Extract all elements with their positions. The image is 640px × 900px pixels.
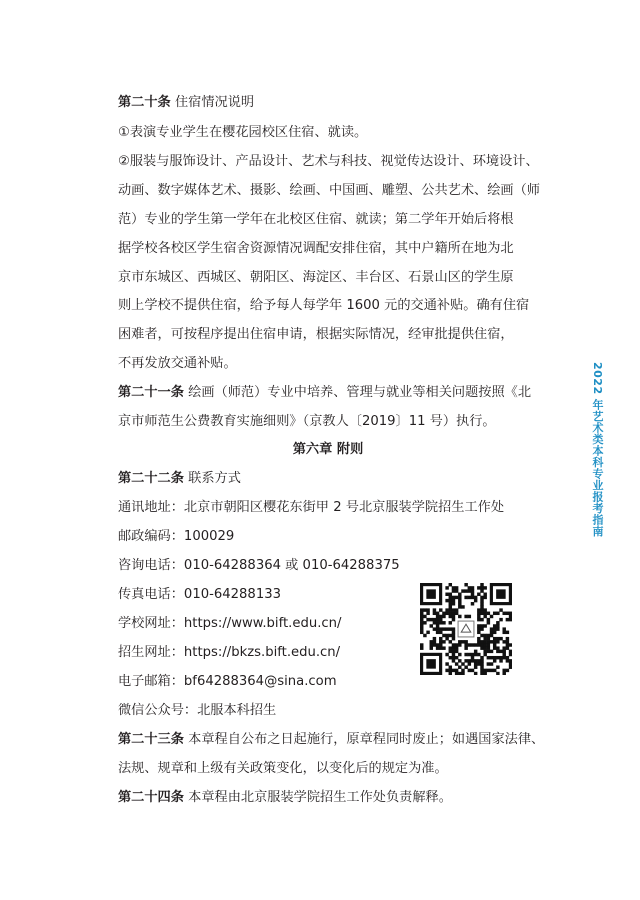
contact-fax: 传真电话：010-64288133 — [118, 587, 281, 602]
article-heading-text: 住宿情况说明 — [170, 95, 255, 110]
article-heading-text: 联系方式 — [183, 471, 241, 486]
text-line: ②服装与服饰设计、产品设计、艺术与科技、视觉传达设计、环境设计、 — [118, 154, 539, 169]
article-label: 第二十四条 — [118, 790, 184, 805]
article-24 — [118, 789, 452, 807]
contact-admissions-website[interactable]: 招生网址：https://bkzs.bift.edu.cn/ — [118, 645, 341, 660]
contact-school-website[interactable]: 学校网址：https://www.bift.edu.cn/ — [118, 616, 342, 631]
contact-address: 通讯地址：北京市朝阳区樱花东街甲 2 号北京服装学院招生工作处 — [118, 500, 505, 515]
contact-wechat: 微信公众号：北服本科招生 — [118, 703, 277, 718]
article-23 — [118, 731, 544, 749]
text-line: 据学校各校区学生宿舍资源情况调配安排住宿，其中户籍所在地为北 — [118, 241, 514, 256]
article-21 — [118, 384, 531, 402]
article-label: 第二十一条 — [118, 385, 184, 400]
article-label: 第二十三条 — [118, 732, 184, 747]
article-22-heading — [118, 470, 241, 488]
article-label: 第二十条 — [118, 95, 171, 110]
article-text: 本章程由北京服装学院招生工作处负责解释。 — [183, 790, 452, 805]
article-text: 绘画（师范）专业中培养、管理与就业等相关问题按照《北 — [183, 385, 532, 400]
text-line: ①表演专业学生在樱花园校区住宿、就读。 — [118, 125, 368, 140]
contact-email[interactable]: 电子邮箱：bf64288364@sina.com — [118, 674, 337, 689]
text-line: 动画、数字媒体艺术、摄影、绘画、中国画、雕塑、公共艺术、绘画（师 — [118, 183, 540, 198]
article-label: 第二十二条 — [118, 471, 184, 486]
chapter-title: 第六章 附则 — [292, 442, 364, 457]
text-line: 京市师范生公费教育实施细则》（京教人〔2019〕11 号）执行。 — [118, 414, 496, 429]
article-20-heading — [118, 94, 254, 112]
text-line: 法规、规章和上级有关政策变化，以变化后的规定为准。 — [118, 761, 448, 776]
contact-postcode: 邮政编码：100029 — [118, 529, 235, 544]
text-line: 范）专业的学生第一学年在北校区住宿、就读；第二学年开始后将根 — [118, 212, 514, 227]
text-line: 困难者，可按程序提出住宿申请，根据实际情况，经审批提供住宿， — [118, 327, 514, 342]
text-line: 不再发放交通补贴。 — [118, 356, 237, 371]
contact-phone: 咨询电话：010-64288364 或 010-64288375 — [118, 558, 400, 573]
qr-code-icon — [420, 583, 512, 675]
article-text: 本章程自公布之日起施行，原章程同时废止；如遇国家法律、 — [183, 732, 545, 747]
text-line: 则上学校不提供住宿，给予每人每学年 1600 元的交通补贴。确有住宿 — [118, 298, 530, 313]
text-line: 京市东城区、西城区、朝阳区、海淀区、丰台区、石景山区的学生原 — [118, 270, 514, 285]
wechat-qr-code — [420, 583, 512, 675]
sidebar-guide-title: 2022 年艺术类本科专业报考指南 — [591, 362, 604, 537]
